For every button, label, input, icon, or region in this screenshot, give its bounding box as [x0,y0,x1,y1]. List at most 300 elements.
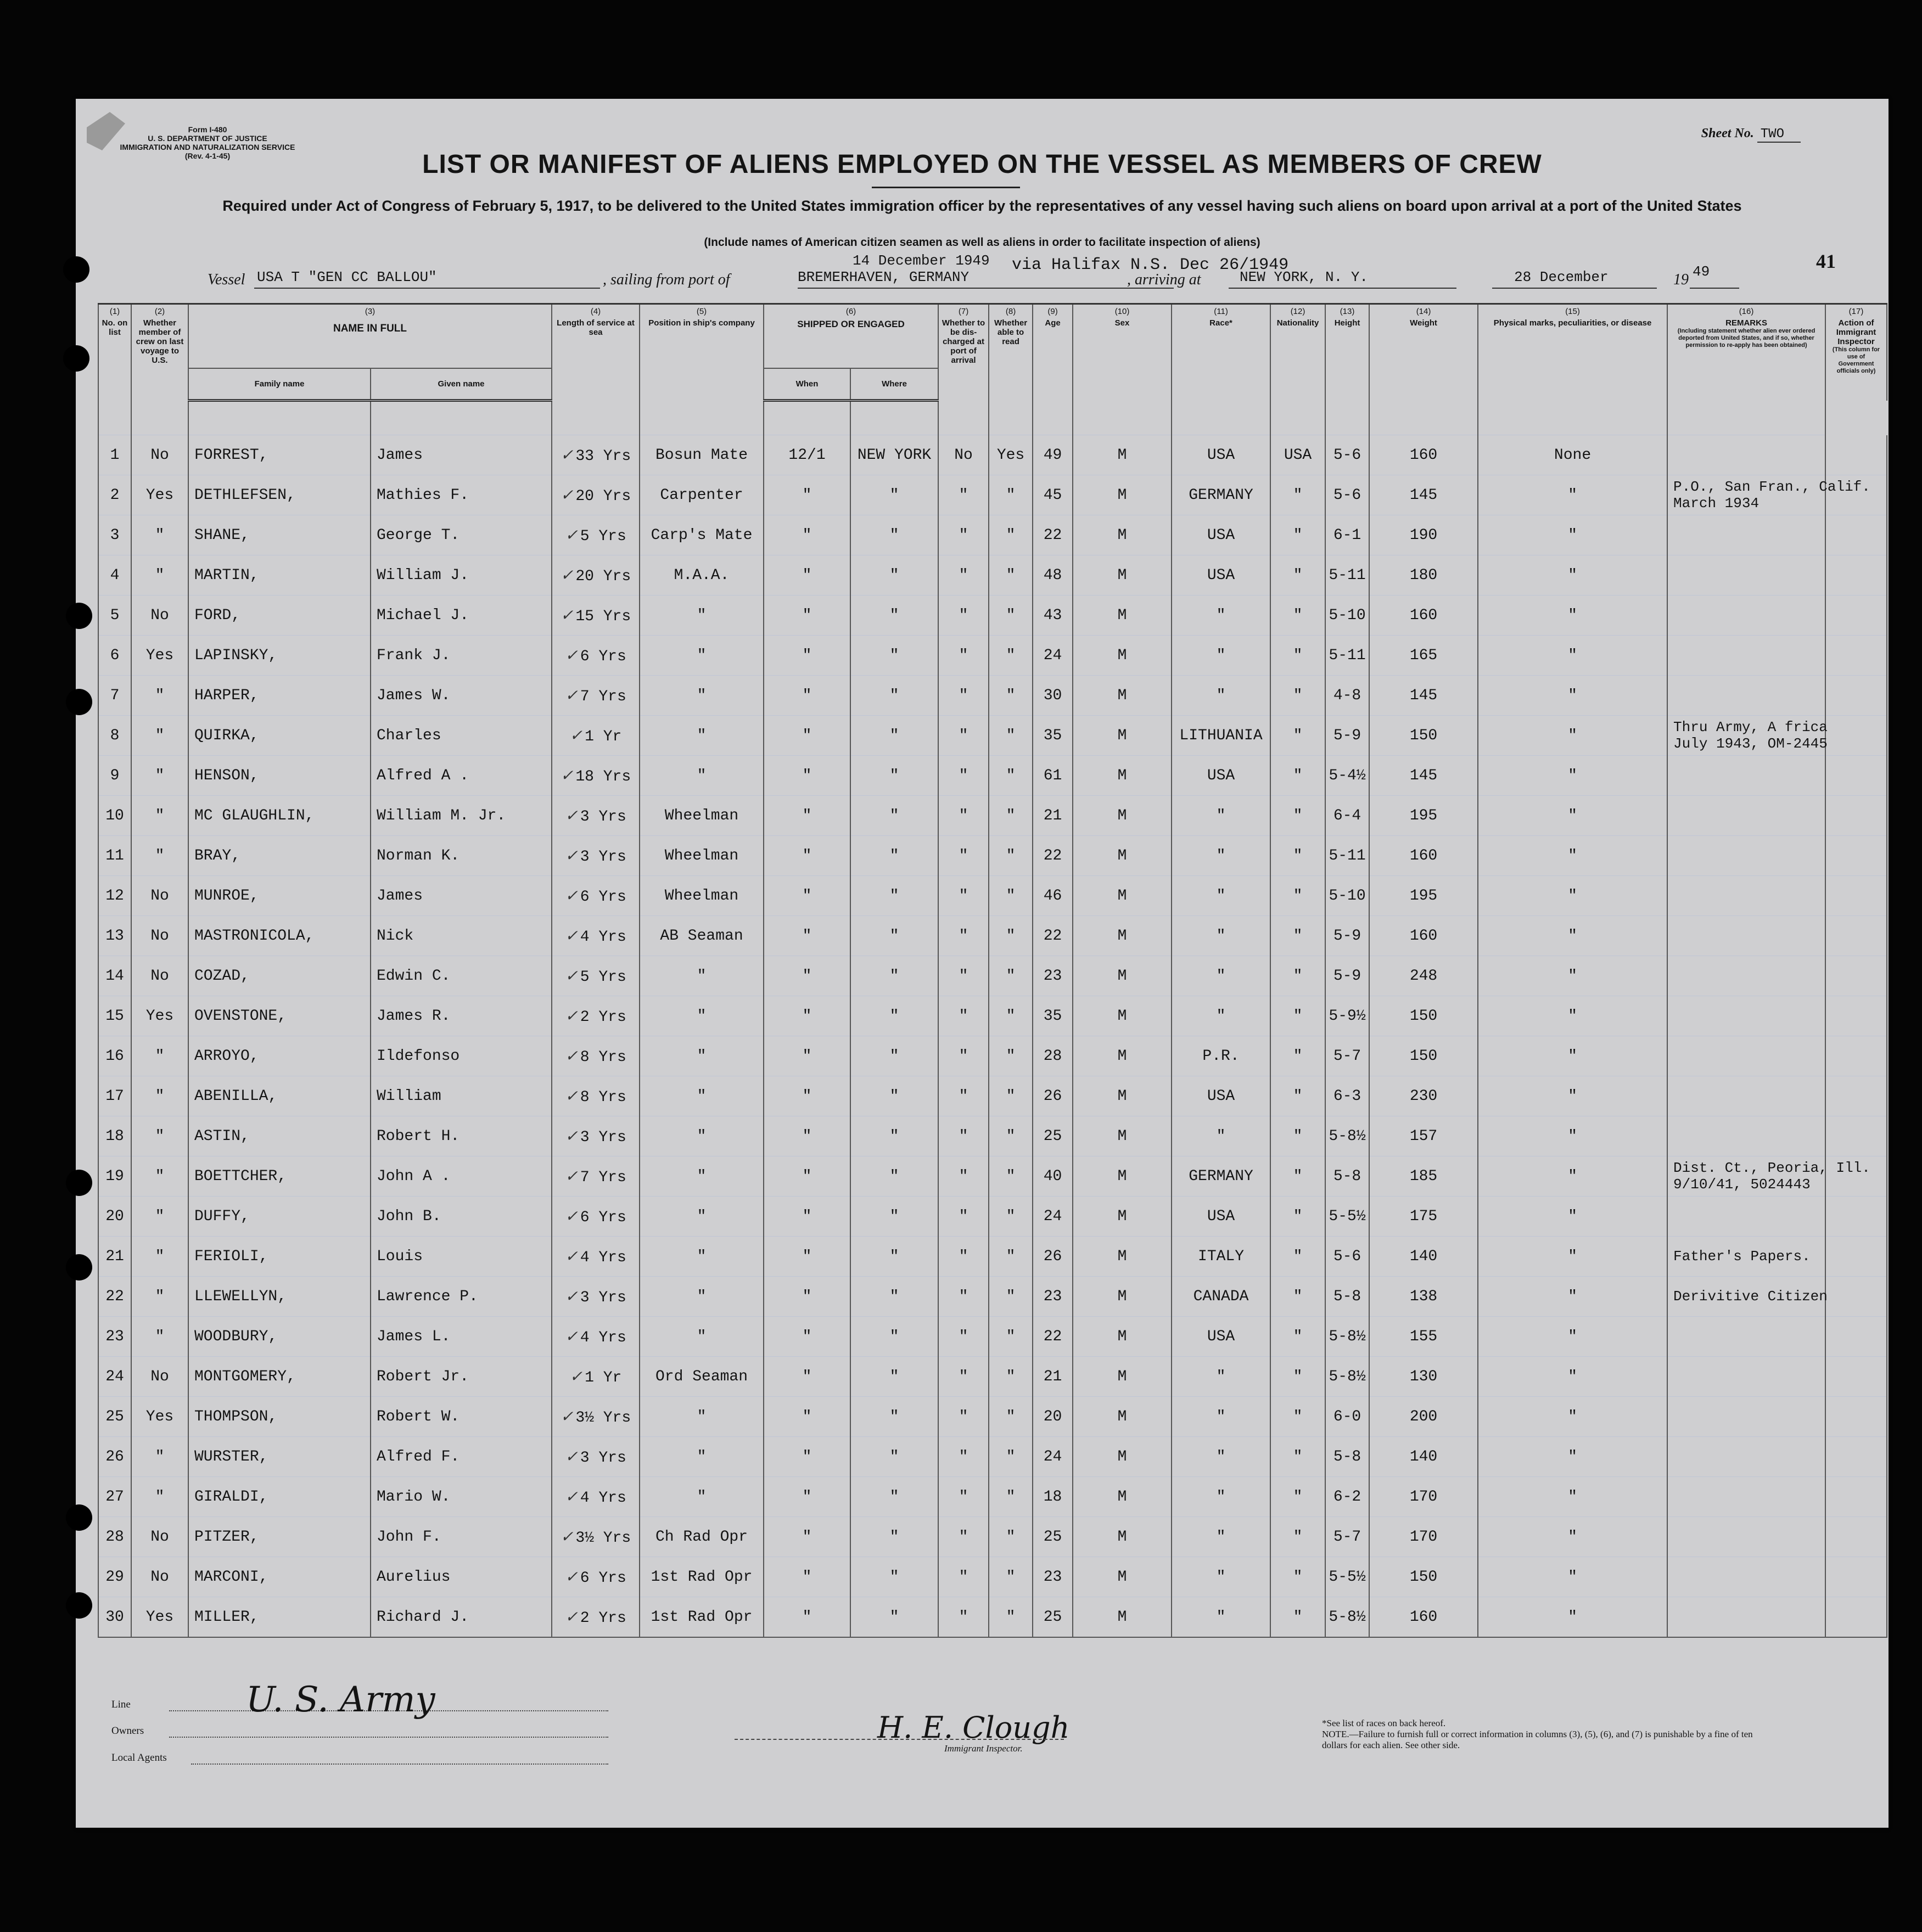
shipped-when: " [802,687,812,704]
remarks-cell [1667,435,1825,475]
sex: M [1117,606,1127,624]
crew-table-wrapper [98,303,1887,1638]
row-number: 4 [110,566,120,584]
row-number: 11 [105,847,124,864]
physical-marks: " [1568,887,1577,905]
position-cell [640,636,764,676]
sailing-underline [798,288,1174,289]
weight: 165 [1409,647,1438,664]
height: 5-9 [1333,967,1361,985]
remarks-cell [1667,1477,1825,1517]
race-cell [1172,1517,1270,1557]
check-mark-icon: ✓ [565,806,578,824]
table-row [98,716,1887,756]
binder-hole [66,1254,92,1280]
given-name-cell [371,1036,552,1076]
race: USA [1207,1208,1235,1225]
sex-cell [1073,1116,1172,1156]
weight: 145 [1409,767,1438,784]
spacer-cell [1033,401,1073,435]
weight-cell [1369,435,1478,475]
col-num: (16) [1739,307,1754,316]
nationality: " [1293,1288,1303,1305]
height: 5-10 [1329,606,1366,624]
height-cell [1325,1076,1369,1116]
position-cell [640,716,764,756]
header-row-primary [98,304,1887,369]
age-cell [1033,1437,1073,1477]
agents-underline [191,1763,608,1765]
last-voyage: No [150,606,169,624]
physical-marks: " [1568,1047,1577,1065]
position: M.A.A. [674,566,730,584]
check-mark-icon: ✓ [565,1006,578,1025]
inspector-action-cell [1825,716,1887,756]
race: " [1216,647,1226,664]
nationality-cell [1270,555,1325,596]
table-row [98,1557,1887,1597]
crew-rows [98,401,1887,1638]
col-label: Nationality [1276,318,1319,328]
col-label: REMARKS [1725,318,1767,328]
spacer-row [98,401,1887,435]
row-number: 7 [110,687,120,704]
service-length: 3 Yrs [580,1289,626,1306]
spacer-cell [1369,401,1478,435]
nationality-cell [1270,596,1325,636]
given-name: Edwin C. [377,967,451,985]
physical-marks: " [1568,1528,1577,1546]
header-race [1172,304,1270,401]
col-num: (15) [1565,307,1580,316]
col-num: (5) [696,307,707,316]
age: 22 [1043,526,1062,544]
given-name: Charles [377,727,441,744]
sex: M [1117,1528,1127,1546]
last-voyage: " [155,687,165,704]
physical-marks: " [1568,1087,1577,1105]
height-cell [1325,756,1369,796]
height-cell [1325,716,1369,756]
nationality-cell [1270,1116,1325,1156]
family-name-cell [188,1197,371,1237]
discharged-cell [938,956,989,996]
age-cell [1033,996,1073,1036]
discharged: " [959,486,968,504]
physical-marks: None [1554,446,1592,464]
shipped-when-cell [764,876,850,916]
row-number: 25 [105,1408,124,1425]
sex: M [1117,847,1127,864]
able-to-read-cell [989,836,1033,876]
height: 5-8 [1333,1448,1361,1465]
last-voyage: Yes [145,486,174,504]
physical-marks: " [1568,1568,1577,1586]
family-name: MASTRONICOLA, [194,927,315,945]
shipped-where-cell [850,1597,938,1638]
table-row [98,515,1887,555]
family-name: MARTIN, [194,566,259,584]
age: 18 [1043,1488,1062,1506]
weight: 138 [1409,1288,1438,1305]
given-name: Lawrence P. [377,1288,478,1305]
height: 5-5½ [1329,1208,1366,1225]
physical-marks: " [1568,1368,1577,1385]
position: " [697,1288,707,1305]
remarks-line-2: July 1943, OM-2445 [1673,735,1828,752]
physical-marks: " [1568,1488,1577,1506]
height-cell [1325,1557,1369,1597]
family-name-cell [188,836,371,876]
able-to-read: " [1006,1528,1016,1546]
shipped-when: " [802,727,812,744]
table-row [98,1036,1887,1076]
physical-marks-cell [1478,1517,1667,1557]
spacer-cell [1325,401,1369,435]
service-length: 1 Yr [585,728,622,745]
given-name-cell [371,996,552,1036]
shipped-where: " [889,967,899,985]
check-mark-icon: ✓ [565,1046,578,1065]
race-cell [1172,956,1270,996]
sheet-number [1701,126,1801,142]
nationality: " [1293,1087,1303,1105]
col-num: (10) [1114,307,1130,316]
service-length: 1 Yr [585,1369,622,1386]
shipped-when-cell [764,1397,850,1437]
shipped-where: " [889,1208,899,1225]
position-cell [640,1477,764,1517]
header-height [1325,304,1369,401]
family-name: MARCONI, [194,1568,268,1586]
weight-cell [1369,1477,1478,1517]
given-name: Robert Jr. [377,1368,469,1385]
discharged: " [959,1127,968,1145]
last-voyage: No [150,887,169,905]
given-name: William J. [377,566,469,584]
inspector-action-cell [1825,1237,1887,1277]
given-name-cell [371,1116,552,1156]
service-length: 4 Yrs [580,1329,626,1346]
given-name-cell [371,596,552,636]
given-name-cell [371,435,552,475]
family-name-cell [188,555,371,596]
physical-marks: " [1568,807,1577,824]
discharged: " [959,687,968,704]
remarks-cell [1667,1557,1825,1597]
age: 20 [1043,1408,1062,1425]
able-to-read-cell [989,555,1033,596]
family-name: HENSON, [194,767,259,784]
nationality-cell [1270,916,1325,956]
race: " [1216,887,1226,905]
nationality: USA [1284,446,1312,464]
race-cell [1172,1116,1270,1156]
service-length: 3 Yrs [580,1128,626,1146]
check-mark-icon: ✓ [565,966,578,985]
sex: M [1117,1448,1127,1465]
page-title: LIST OR MANIFEST OF ALIENS EMPLOYED ON THE VESSEL AS MEMBERS OF CREW [422,150,1542,179]
race-cell [1172,596,1270,636]
table-row [98,1076,1887,1116]
inspector-action-cell [1825,1477,1887,1517]
shipped-where: " [889,1368,899,1385]
height: 5-9 [1333,727,1361,744]
physical-marks-cell [1478,435,1667,475]
height: 5-10 [1329,887,1366,905]
sex-cell [1073,1357,1172,1397]
last-voyage-cell [131,836,188,876]
race: " [1216,927,1226,945]
row-number-cell [98,1197,131,1237]
position-cell [640,1317,764,1357]
physical-marks-cell [1478,515,1667,555]
remarks-line-1: Thru Army, A frica [1673,719,1828,735]
service-length: 18 Yrs [575,768,631,785]
sex-cell [1073,716,1172,756]
physical-marks-cell [1478,1557,1667,1597]
nationality: " [1293,727,1303,744]
check-mark-icon: ✓ [560,445,574,464]
col-num: (8) [1005,307,1016,316]
shipped-where-cell [850,475,938,515]
position-cell [640,1437,764,1477]
position: " [697,727,707,744]
family-name-cell [188,1517,371,1557]
remarks-cell [1667,596,1825,636]
physical-marks-cell [1478,1597,1667,1638]
discharged-cell [938,1156,989,1197]
age: 28 [1043,1047,1062,1065]
sex-cell [1073,1277,1172,1317]
family-name: BRAY, [194,847,241,864]
discharged-cell [938,1197,989,1237]
height: 5-5½ [1329,1568,1366,1586]
spacer-cell [98,401,131,435]
shipped-when-cell [764,1477,850,1517]
row-number-cell [98,1557,131,1597]
given-name: Ildefonso [377,1047,460,1065]
race: USA [1207,446,1235,464]
remarks-cell [1667,1237,1825,1277]
binder-hole [66,1504,92,1531]
sex: M [1117,1488,1127,1506]
family-name-cell [188,1477,371,1517]
given-name-cell [371,716,552,756]
discharged: " [959,1328,968,1345]
sheet-label: Sheet No. [1701,126,1754,141]
given-name-cell [371,1357,552,1397]
position: " [697,1127,707,1145]
race-cell [1172,1036,1270,1076]
line-handwritten: U. S. Army [246,1680,435,1720]
family-name: MC GLAUGHLIN, [194,807,315,824]
race: USA [1207,1087,1235,1105]
physical-marks: " [1568,566,1577,584]
height: 5-7 [1333,1047,1361,1065]
remarks-cell [1667,1277,1828,1317]
position: " [697,767,707,784]
shipped-when: " [802,847,812,864]
shipped-where: " [889,1608,899,1626]
given-name-cell [371,636,552,676]
position: " [697,647,707,664]
service-length: 4 Yrs [580,1249,626,1266]
race-cell [1172,756,1270,796]
race: ITALY [1198,1248,1245,1265]
nationality-cell [1270,1317,1325,1357]
race: " [1216,1127,1226,1145]
nationality: " [1293,1007,1303,1025]
position: " [697,1328,707,1345]
service-length-cell [552,636,640,676]
age-cell [1033,1397,1073,1437]
given-name-cell [371,1197,552,1237]
last-voyage-cell [131,1477,188,1517]
given-name: John A . [377,1167,451,1185]
row-number-cell [98,796,131,836]
weight: 130 [1409,1368,1438,1385]
inspector-action-cell [1825,1116,1887,1156]
discharged: " [959,1368,968,1385]
age: 22 [1043,927,1062,945]
family-name: WOODBURY, [194,1328,278,1345]
age-cell [1033,1036,1073,1076]
row-number: 1 [110,446,120,464]
family-name-cell [188,876,371,916]
row-number: 30 [105,1608,124,1626]
shipped-where: " [889,927,899,945]
family-name: QUIRKA, [194,727,259,744]
age: 23 [1043,1568,1062,1586]
sex: M [1117,566,1127,584]
last-voyage: " [155,1167,165,1185]
remarks-line-1: P.O., San Fran., Calif. [1673,479,1870,495]
family-name: OVENSTONE, [194,1007,287,1025]
able-to-read: " [1006,1127,1016,1145]
able-to-read: " [1006,887,1016,905]
sex-cell [1073,555,1172,596]
service-length-cell [552,1597,640,1638]
table-row [98,916,1887,956]
service-length: 8 Yrs [580,1088,626,1106]
shipped-where-cell [850,716,938,756]
weight-cell [1369,876,1478,916]
shipped-when: " [802,1368,812,1385]
family-name-cell [188,1437,371,1477]
race: " [1216,967,1226,985]
row-number: 10 [105,807,124,824]
check-mark-icon: ✓ [565,525,578,544]
weight-cell [1369,1437,1478,1477]
discharged-cell [938,515,989,555]
height-cell [1325,796,1369,836]
race: " [1216,1608,1226,1626]
able-to-read: " [1006,727,1016,744]
height: 6-4 [1333,807,1361,824]
physical-marks: " [1568,486,1577,504]
age: 24 [1043,1208,1062,1225]
check-mark-icon: ✓ [565,1327,578,1345]
nationality: " [1293,1167,1303,1185]
given-name-cell [371,1076,552,1116]
row-number-cell [98,1477,131,1517]
last-voyage-cell [131,756,188,796]
age: 61 [1043,767,1062,784]
family-name-cell [188,916,371,956]
penalty-note: NOTE.—Failure to furnish full or correct information in columns (3), (5), (6), and (7) is punishable by a fine of ten dollars for each alien. See other side. [1322,1729,1753,1750]
position: 1st Rad Opr [651,1568,753,1586]
age: 25 [1043,1608,1062,1626]
remarks-cell [1667,1357,1825,1397]
service-length-cell [552,876,640,916]
age-cell [1033,475,1073,515]
shipped-where: " [889,647,899,664]
given-name: James [377,446,423,464]
shipped-where: " [889,1087,899,1105]
service-length-cell [552,1116,640,1156]
remarks-cell [1667,1036,1825,1076]
sex-cell [1073,1317,1172,1357]
table-row [98,1437,1887,1477]
shipped-where: " [889,1167,899,1185]
race-cell [1172,1477,1270,1517]
weight-cell [1369,1076,1478,1116]
given-name-cell [371,836,552,876]
nationality: " [1293,1047,1303,1065]
check-mark-icon: ✓ [565,1447,578,1465]
age-cell [1033,956,1073,996]
row-number: 27 [105,1488,124,1506]
remarks-line-1: Derivitive Citizen [1673,1288,1828,1305]
shipped-when-cell [764,555,850,596]
binder-hole [66,1592,92,1619]
age-cell [1033,1317,1073,1357]
service-length-cell [552,1517,640,1557]
age-cell [1033,1237,1073,1277]
service-length: 5 Yrs [580,968,626,986]
title-rule [872,187,1020,188]
weight: 180 [1409,566,1438,584]
inspector-action-cell [1825,596,1887,636]
sex-cell [1073,596,1172,636]
row-number-cell [98,1116,131,1156]
shipped-where: NEW YORK [857,446,932,464]
spacer-cell [1172,401,1270,435]
sex: M [1117,807,1127,824]
physical-marks-cell [1478,1397,1667,1437]
race-cell [1172,1237,1270,1277]
family-name-cell [188,1036,371,1076]
height-cell [1325,676,1369,716]
shipped-when: " [802,807,812,824]
physical-marks-cell [1478,1197,1667,1237]
date-underline [1492,288,1657,289]
race: " [1216,1528,1226,1546]
weight-cell [1369,1116,1478,1156]
shipped-when-cell [764,796,850,836]
sex-cell [1073,876,1172,916]
shipped-where-cell [850,1197,938,1237]
weight: 170 [1409,1488,1438,1506]
shipped-where: " [889,486,899,504]
inspector-action-cell [1825,836,1887,876]
height-cell [1325,1237,1369,1277]
service-length-cell [552,796,640,836]
col-label: Height [1334,318,1360,328]
header-no [98,304,131,401]
race-cell [1172,1076,1270,1116]
